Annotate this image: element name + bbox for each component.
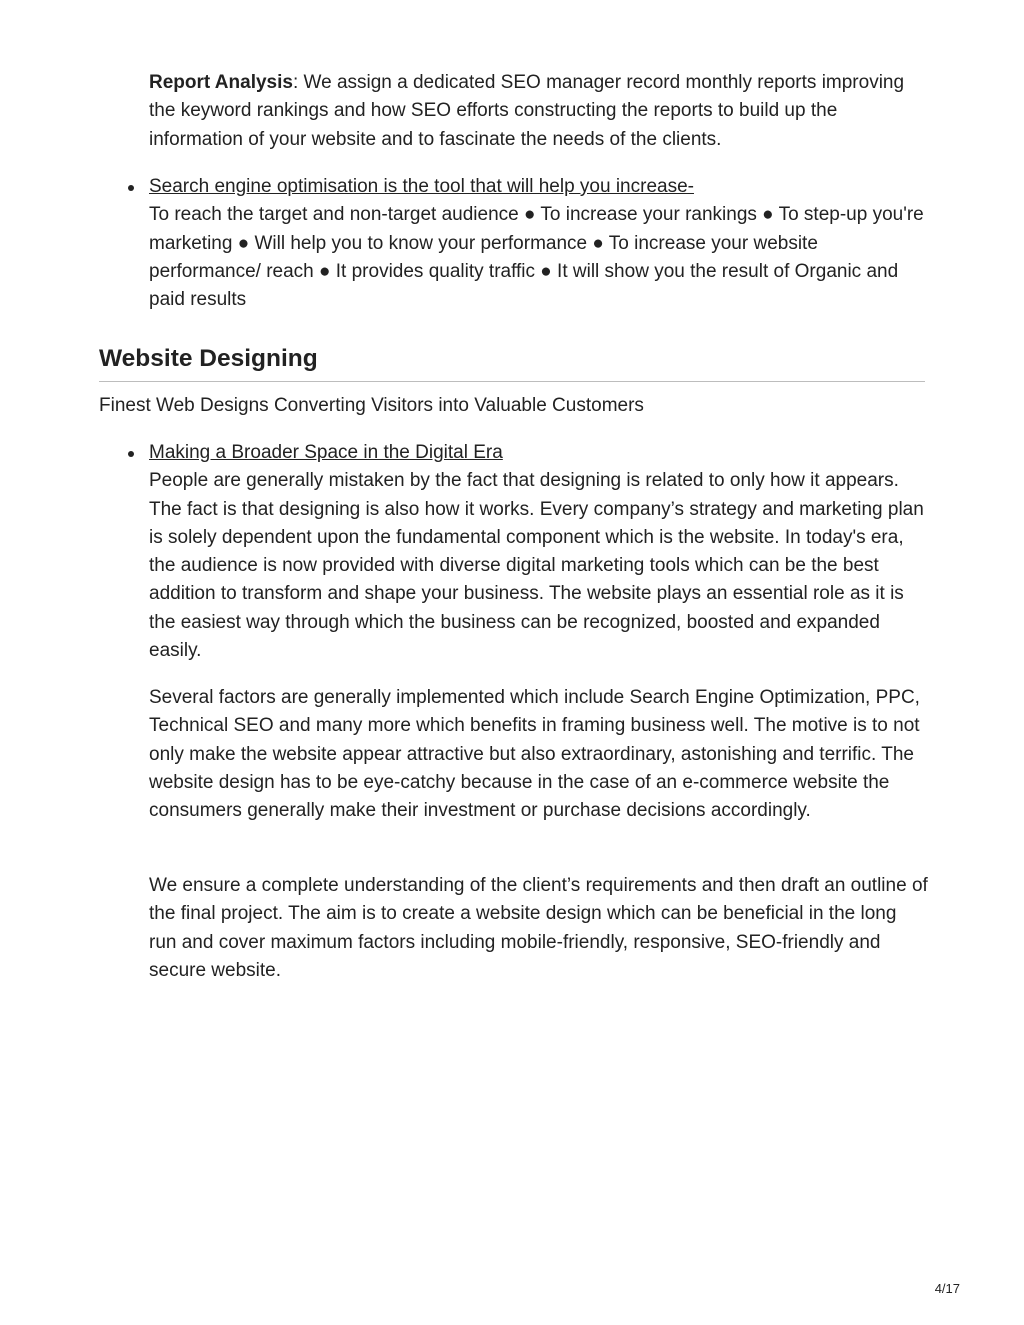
bullet-dot <box>128 451 134 457</box>
seo-benefits-text: To reach the target and non-target audience ● To increase your rankings ● To step-up you're marketing ● Will help you to know your performance ● To increase your website performance/ reach ● It provides quality traffic ● It will show you the result of Organic and paid results <box>149 204 924 311</box>
section-heading: Website Designing <box>99 345 318 372</box>
design-list-item <box>149 439 929 665</box>
design-paragraph-2: Several factors are generally implemented which include Search Engine Optimization, PPC, Technical SEO and many more which benefits in framing business well. The motive is to not only make the website appear attractive but also extraordinary, astonishing and terrific. The website design has to be eye-catchy because in the case of an e-commerce website the consumers generally make their investment or purchase decisions accordingly. <box>149 687 920 822</box>
seo-list-item <box>149 173 929 314</box>
heading-divider <box>99 381 925 382</box>
report-analysis-paragraph <box>149 69 929 154</box>
design-link[interactable]: Making a Broader Space in the Digital Era <box>149 442 503 463</box>
page-number: 4/17 <box>934 1281 960 1296</box>
report-analysis-text: : We assign a dedicated SEO manager record monthly reports improving the keyword rankings and how SEO efforts constructing the reports to build up the information of your website and to fascinate the needs of the clients. <box>149 72 905 150</box>
design-paragraph-3: We ensure a complete understanding of the client’s requirements and then draft an outline of the final project. The aim is to create a website design which can be beneficial in the long run and cover maximum factors including mobile-friendly, responsive, SEO-friendly and secure website. <box>149 875 928 981</box>
bullet-dot <box>128 185 134 191</box>
report-analysis-label: Report Analysis <box>149 72 293 93</box>
section-subtitle: Finest Web Designs Converting Visitors into Valuable Customers <box>99 395 644 416</box>
design-paragraph-1: People are generally mistaken by the fact that designing is related to only how it appears. The fact is that designing is also how it works. Every company’s strategy and marketing plan is solely dependent upon the fundamental component which is the website. In today's era, the audience is now provided with diverse digital marketing tools which can be the best addition to transform and shape your business. The website plays an essential role as it is the easiest way through which the business can be recognized, boosted and expanded easily. <box>149 470 924 662</box>
seo-link[interactable]: Search engine optimisation is the tool that will help you increase- <box>149 176 694 197</box>
